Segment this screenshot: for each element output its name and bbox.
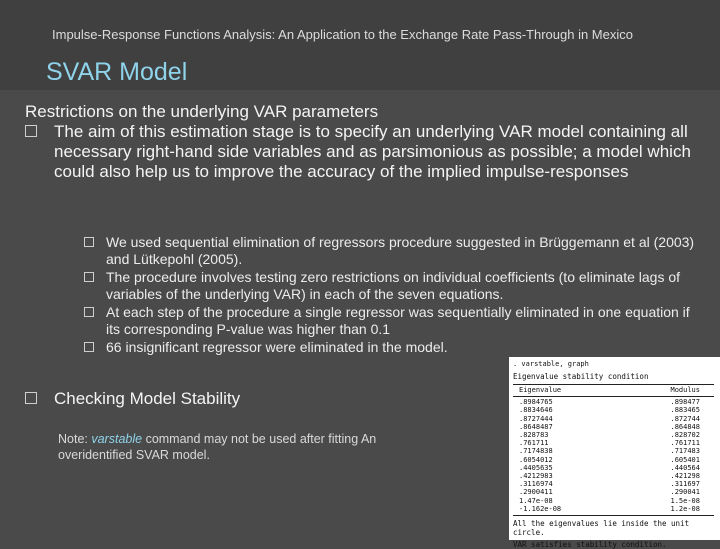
sub-bullet-text: We used sequential elimination of regressors procedure suggested in Brüggemann et al (2003) and Lütkepohl (2005).	[106, 234, 695, 267]
eigenvalue-cell: .3116974	[519, 480, 553, 489]
bullet-icon	[84, 272, 94, 282]
modulus-cell: 1.2e-08	[670, 504, 700, 513]
modulus-cell: .605401	[670, 455, 700, 464]
modulus-cell: 1.5e-08	[670, 496, 700, 505]
table-row	[513, 488, 714, 496]
eigenvalue-table-body	[513, 398, 714, 513]
sub-bullet-text: The procedure involves testing zero restrictions on individual coefficients (to eliminate lags of variables of the underlying VAR) in each of the seven equations.	[106, 269, 681, 302]
modulus-cell: .717483	[670, 447, 700, 456]
bullet-icon	[25, 125, 37, 137]
eigenvalue-cell: 1.47e-08	[519, 496, 553, 505]
bullet-icon	[25, 392, 37, 404]
checking-model-stability	[25, 389, 240, 409]
modulus-cell: .311697	[670, 480, 700, 489]
note-suffix: command may not be used after fitting An overidentified SVAR model.	[58, 432, 377, 462]
modulus-cell: .828702	[670, 431, 700, 440]
eigenvalue-cell: .8727444	[519, 414, 553, 423]
modulus-cell: .421298	[670, 472, 700, 481]
intro-section	[25, 102, 715, 182]
note-text	[58, 431, 418, 463]
presentation-title: Impulse-Response Functions Analysis: An Application to the Exchange Rate Pass-Through in Mexico	[52, 27, 633, 42]
note-prefix: Note:	[58, 432, 92, 446]
sub-bullet	[84, 339, 704, 356]
table-row	[513, 431, 714, 439]
modulus-cell: .290041	[670, 488, 700, 497]
eigenvalue-cell: .8834646	[519, 406, 553, 415]
modulus-cell: .761711	[670, 439, 700, 448]
table-row	[513, 472, 714, 480]
eigenvalue-cell: .7174838	[519, 447, 553, 456]
bullet-icon	[84, 237, 94, 247]
eigenvalue-cell: .8648487	[519, 422, 553, 431]
eigenvalue-cell: -1.162e-08	[519, 504, 562, 513]
table-row	[513, 447, 714, 455]
table-row	[513, 415, 714, 423]
modulus-cell: .440564	[670, 463, 700, 472]
eigenvalue-cell: .4405635	[519, 463, 553, 472]
eigenvalue-cell: .828783	[519, 431, 549, 440]
table-row	[513, 406, 714, 414]
note-command: varstable	[91, 432, 143, 446]
table-row	[513, 439, 714, 447]
modulus-cell: .883465	[670, 406, 700, 415]
sub-bullet	[84, 234, 704, 268]
col-eigenvalue: Eigenvalue	[519, 386, 562, 394]
sub-bullet-text: 66 insignificant regressor were eliminated in the model.	[106, 339, 448, 355]
stability-footer-2: VAR satisfies stability condition.	[513, 540, 667, 549]
sub-bullet-list	[84, 234, 704, 357]
main-bullet	[25, 122, 715, 182]
table-row	[513, 505, 714, 513]
eigenvalue-cell: .761711	[519, 439, 549, 448]
modulus-cell: .898477	[670, 398, 700, 407]
table-row	[513, 423, 714, 431]
modulus-cell: .864848	[670, 422, 700, 431]
table-rule	[513, 515, 714, 516]
table-row	[513, 480, 714, 488]
sub-bullet	[84, 304, 704, 338]
eigenvalue-cell: .8984765	[519, 398, 553, 407]
eigenvalue-cell: .2900411	[519, 488, 553, 497]
stata-output-screenshot	[509, 357, 720, 549]
intro-heading: Restrictions on the underlying VAR parameters	[25, 102, 379, 121]
slide-title: SVAR Model	[46, 58, 188, 86]
header-band	[0, 0, 720, 90]
bullet-icon	[84, 307, 94, 317]
checking-label: Checking Model Stability	[54, 389, 241, 408]
bullet-icon	[84, 342, 94, 352]
stability-heading: Eigenvalue stability condition	[513, 372, 649, 381]
table-row	[513, 456, 714, 464]
col-modulus: Modulus	[670, 386, 700, 394]
table-row	[513, 398, 714, 406]
sub-bullet	[84, 269, 704, 303]
table-row	[513, 497, 714, 505]
eigenvalue-cell: .4212983	[519, 472, 553, 481]
sub-bullet-text: At each step of the procedure a single regressor was sequentially eliminated in one equation if its corresponding P-value was higher than 0.1	[106, 304, 690, 337]
table-row	[513, 464, 714, 472]
stability-footer-1: All the eigenvalues lie inside the unit circle.	[513, 519, 690, 538]
table-rule	[513, 384, 714, 385]
eigenvalue-cell: .6054012	[519, 455, 553, 464]
stata-command: . varstable, graph	[513, 360, 589, 368]
modulus-cell: .872744	[670, 414, 700, 423]
table-header-row	[513, 386, 714, 394]
main-bullet-text: The aim of this estimation stage is to specify an underlying VAR model containing all necessary right-hand side variables and as parsimonious as possible; a model which could also help us to improve the accuracy of the implied impulse-responses	[54, 122, 691, 181]
table-rule	[513, 396, 714, 397]
